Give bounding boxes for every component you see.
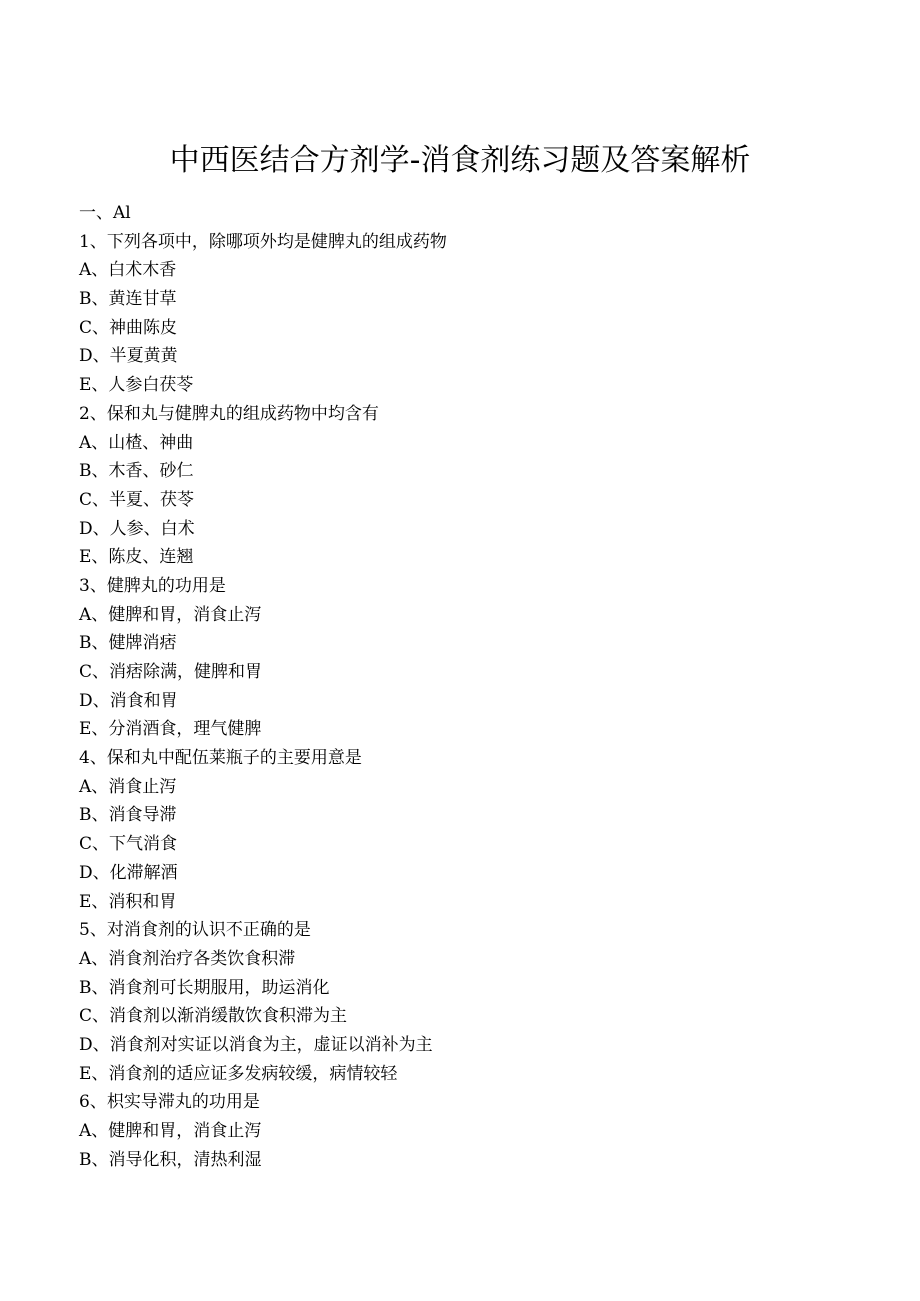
question-5-option-b: B、消食剂可长期服用，助运消化 [79,977,330,998]
question-5-option-c: C、消食剂以渐消缓散饮食积滞为主 [79,1006,348,1027]
question-3: 3、健脾丸的功用是 [79,575,226,596]
question-3-option-d: D、消食和胃 [79,690,178,711]
question-2-option-c: C、半夏、茯苓 [79,489,195,510]
question-5: 5、对消食剂的认识不正确的是 [79,920,311,941]
section-heading: 一、Al [79,203,131,223]
question-3-option-c: C、消痞除满，健脾和胃 [79,662,263,682]
question-5-option-d: D、消食剂对实证以消食为主，虚证以消补为主 [79,1034,433,1055]
question-3-option-a: A、健脾和胃，消食止泻 [79,604,262,625]
question-1: 1、下列各项中，除哪项外均是健脾丸的组成药物 [79,231,447,252]
document-title: 中西医结合方剂学-消食剂练习题及答案解析 [169,143,751,178]
question-3-option-e: E、分消酒食，理气健脾 [79,719,262,740]
question-1-option-e: E、人参白茯苓 [79,375,194,396]
question-6-option-b: B、消导化积，清热利湿 [79,1149,262,1170]
question-1-option-b: B、黄连甘草 [79,289,177,310]
question-2: 2、保和丸与健脾丸的组成药物中均含有 [79,403,379,424]
question-1-option-a: A、白术木香 [79,260,177,281]
question-5-option-e: E、消食剂的适应证多发病较缓，病情较轻 [79,1063,398,1084]
question-2-option-b: B、木香、砂仁 [79,461,194,482]
question-2-option-d: D、人参、白术 [79,518,195,539]
question-3-option-b: B、健牌消痞 [79,633,177,654]
question-4-option-e: E、消积和胃 [79,891,177,912]
question-2-option-e: E、陈皮、连翘 [79,547,194,568]
question-4-option-a: A、消食止泻 [79,776,177,797]
question-4-option-d: D、化滞解酒 [79,862,178,883]
question-1-option-c: C、神曲陈皮 [79,317,178,338]
question-6-option-a: A、健脾和胃，消食止泻 [79,1121,262,1141]
document-body [79,199,879,1174]
question-5-option-a: A、消食剂治疗各类饮食积滞 [79,948,296,969]
question-2-option-a: A、山楂、神曲 [79,432,194,453]
question-4-option-c: C、下气消食 [79,834,178,855]
question-6: 6、枳实导滞丸的功用是 [79,1092,260,1113]
question-4: 4、保和丸中配伍莱瓶子的主要用意是 [79,748,362,769]
question-4-option-b: B、消食导滞 [79,805,177,826]
question-1-option-d: D、半夏黄黄 [79,346,178,367]
